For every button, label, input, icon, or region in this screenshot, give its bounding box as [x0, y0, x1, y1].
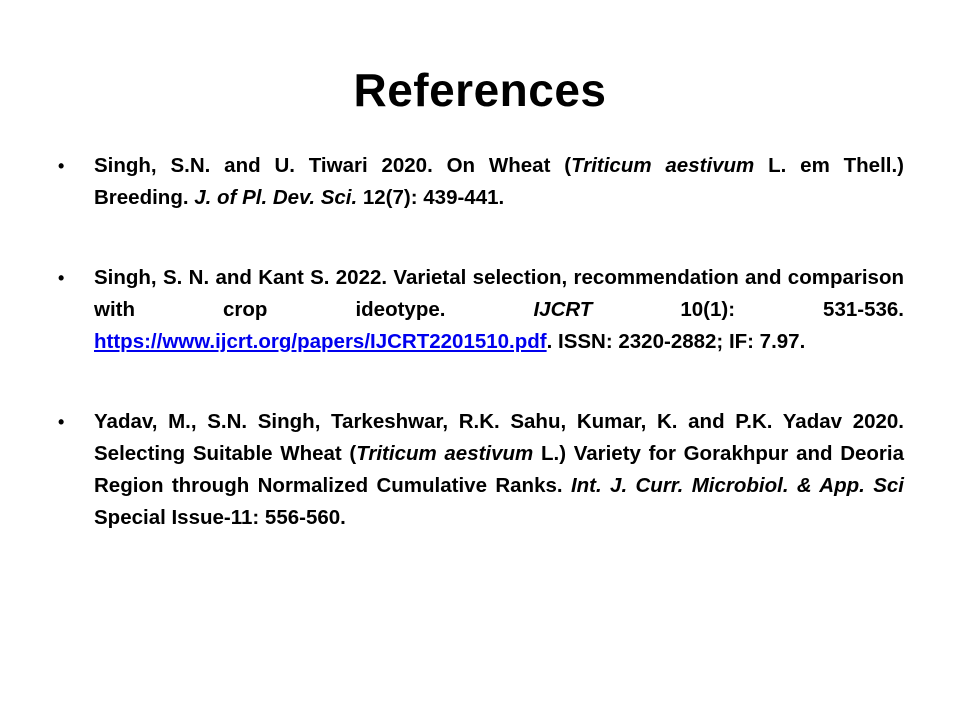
bullet-icon: •: [58, 412, 65, 432]
reference-text: 10(1): 531-536.: [592, 298, 904, 321]
journal-name: Int. J. Curr. Microbiol. & App. Sci: [570, 474, 904, 497]
reference-text: Yadav, M., S.N. Singh, Tarkeshwar, R.K. Sahu, Kumar, K. and P.K. Yadav 2020. Selecting Suitable Wheat (: [94, 410, 904, 465]
bullet-icon: •: [58, 268, 65, 288]
reference-item: [56, 406, 904, 534]
slide-title: References: [353, 64, 607, 116]
species-name: Triticum aestivum: [571, 154, 755, 177]
species-name: Triticum aestivum: [356, 442, 534, 465]
reference-text: . ISSN: 2320-2882; IF: 7.97.: [546, 330, 806, 353]
journal-name: J. of Pl. Dev. Sci.: [194, 186, 358, 209]
reference-item: [56, 150, 904, 214]
bullet-icon: •: [58, 156, 65, 176]
reference-text: Singh, S.N. and U. Tiwari 2020. On Wheat (: [94, 154, 572, 177]
reference-text: 12(7): 439-441.: [357, 186, 505, 209]
reference-text: Special Issue-11: 556-560.: [94, 506, 346, 529]
journal-name: IJCRT: [533, 298, 593, 321]
reference-text: L. em Thell.) Breeding.: [94, 154, 904, 209]
reference-item: [56, 262, 904, 358]
reference-text: L.) Variety for Gorakhpur and Deoria Region through Normalized Cumulative Ranks.: [94, 442, 904, 497]
reference-text: Singh, S. N. and Kant S. 2022. Varietal selection, recommendation and comparison with crop ideotype.: [94, 266, 904, 321]
reference-list: [56, 150, 904, 534]
paper-link[interactable]: https://www.ijcrt.org/papers/IJCRT2201510.pdf: [94, 330, 547, 353]
